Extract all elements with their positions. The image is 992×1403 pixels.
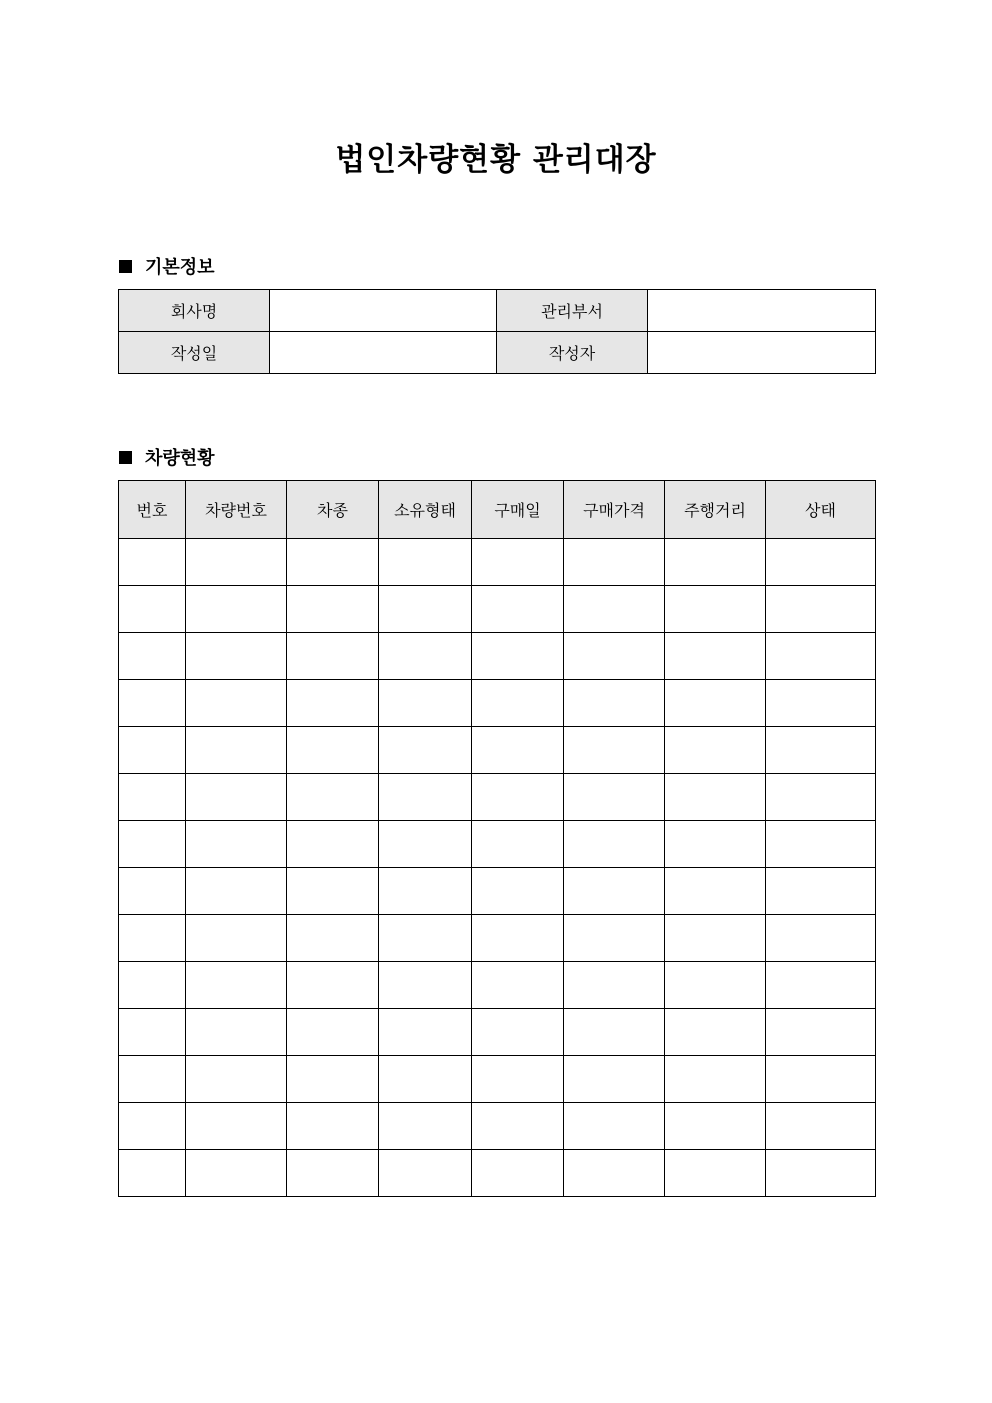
purchase-date-cell[interactable] (472, 1103, 564, 1150)
ownership-cell[interactable] (379, 1056, 472, 1103)
author-field[interactable] (648, 332, 876, 374)
mileage-cell[interactable] (665, 868, 766, 915)
model-cell[interactable] (287, 1009, 379, 1056)
table-row (119, 539, 876, 586)
mileage-cell[interactable] (665, 680, 766, 727)
ownership-cell[interactable] (379, 727, 472, 774)
plate-number-cell[interactable] (186, 774, 287, 821)
model-cell[interactable] (287, 868, 379, 915)
number-cell[interactable] (119, 727, 186, 774)
column-header-model: 차종 (287, 481, 379, 539)
section-heading-label: 기본정보 (145, 257, 215, 278)
plate-number-cell[interactable] (186, 727, 287, 774)
document-title: 법인차량현황 관리대장 (335, 142, 657, 178)
purchase-price-cell[interactable] (564, 1150, 665, 1197)
plate-number-cell[interactable] (186, 1150, 287, 1197)
purchase-price-cell[interactable] (564, 586, 665, 633)
model-cell[interactable] (287, 821, 379, 868)
table-row (119, 586, 876, 633)
ownership-cell[interactable] (379, 821, 472, 868)
mileage-cell[interactable] (665, 1103, 766, 1150)
ownership-cell[interactable] (379, 1103, 472, 1150)
column-header-purchase-price: 구매가격 (564, 481, 665, 539)
ownership-cell[interactable] (379, 680, 472, 727)
plate-number-cell[interactable] (186, 1103, 287, 1150)
status-cell[interactable] (766, 539, 876, 586)
table-row (119, 821, 876, 868)
number-cell[interactable] (119, 1056, 186, 1103)
ownership-cell[interactable] (379, 586, 472, 633)
status-cell[interactable] (766, 1009, 876, 1056)
column-header-number: 번호 (119, 481, 186, 539)
model-cell[interactable] (287, 633, 379, 680)
table-row (119, 1009, 876, 1056)
status-cell[interactable] (766, 774, 876, 821)
purchase-date-cell[interactable] (472, 1150, 564, 1197)
number-cell[interactable] (119, 915, 186, 962)
column-header-plate-number: 차량번호 (186, 481, 287, 539)
date-written-field[interactable] (270, 332, 497, 374)
mileage-cell[interactable] (665, 586, 766, 633)
purchase-price-cell[interactable] (564, 680, 665, 727)
purchase-date-cell[interactable] (472, 868, 564, 915)
plate-number-cell[interactable] (186, 915, 287, 962)
number-cell[interactable] (119, 1103, 186, 1150)
mileage-cell[interactable] (665, 1150, 766, 1197)
basic-info-table (118, 289, 876, 374)
model-cell[interactable] (287, 586, 379, 633)
table-row (119, 633, 876, 680)
model-cell[interactable] (287, 727, 379, 774)
column-header-mileage: 주행거리 (665, 481, 766, 539)
basic-info-row (119, 290, 876, 332)
table-row (119, 727, 876, 774)
table-row (119, 1103, 876, 1150)
purchase-price-cell[interactable] (564, 1056, 665, 1103)
section-heading-basic-info (119, 253, 215, 279)
number-cell[interactable] (119, 821, 186, 868)
status-cell[interactable] (766, 680, 876, 727)
plate-number-cell[interactable] (186, 633, 287, 680)
table-row (119, 868, 876, 915)
purchase-price-cell[interactable] (564, 821, 665, 868)
ownership-cell[interactable] (379, 633, 472, 680)
purchase-price-cell[interactable] (564, 915, 665, 962)
number-cell[interactable] (119, 586, 186, 633)
mileage-cell[interactable] (665, 539, 766, 586)
number-cell[interactable] (119, 868, 186, 915)
mileage-cell[interactable] (665, 915, 766, 962)
table-row (119, 1150, 876, 1197)
model-cell[interactable] (287, 1150, 379, 1197)
status-cell[interactable] (766, 962, 876, 1009)
purchase-date-cell[interactable] (472, 539, 564, 586)
status-cell[interactable] (766, 1056, 876, 1103)
plate-number-cell[interactable] (186, 1056, 287, 1103)
status-cell[interactable] (766, 915, 876, 962)
purchase-date-cell[interactable] (472, 586, 564, 633)
purchase-date-cell[interactable] (472, 962, 564, 1009)
author-label: 작성자 (497, 332, 648, 374)
table-row (119, 962, 876, 1009)
table-row (119, 774, 876, 821)
purchase-date-cell[interactable] (472, 821, 564, 868)
purchase-date-cell[interactable] (472, 727, 564, 774)
purchase-price-cell[interactable] (564, 868, 665, 915)
purchase-price-cell[interactable] (564, 962, 665, 1009)
vehicle-status-table (118, 480, 876, 1197)
model-cell[interactable] (287, 774, 379, 821)
ownership-cell[interactable] (379, 1009, 472, 1056)
purchase-date-cell[interactable] (472, 1056, 564, 1103)
purchase-date-cell[interactable] (472, 774, 564, 821)
section-heading-label: 차량현황 (145, 448, 215, 469)
plate-number-cell[interactable] (186, 1009, 287, 1056)
company-name-label: 회사명 (119, 290, 270, 332)
mileage-cell[interactable] (665, 1009, 766, 1056)
square-bullet-icon (119, 451, 132, 464)
mileage-cell[interactable] (665, 774, 766, 821)
department-field[interactable] (648, 290, 876, 332)
column-header-status: 상태 (766, 481, 876, 539)
number-cell[interactable] (119, 633, 186, 680)
status-cell[interactable] (766, 1150, 876, 1197)
plate-number-cell[interactable] (186, 539, 287, 586)
ownership-cell[interactable] (379, 868, 472, 915)
ownership-cell[interactable] (379, 962, 472, 1009)
table-row (119, 915, 876, 962)
company-name-field[interactable] (270, 290, 497, 332)
status-cell[interactable] (766, 821, 876, 868)
status-cell[interactable] (766, 586, 876, 633)
ownership-cell[interactable] (379, 915, 472, 962)
mileage-cell[interactable] (665, 727, 766, 774)
column-header-purchase-date: 구매일 (472, 481, 564, 539)
square-bullet-icon (119, 260, 132, 273)
model-cell[interactable] (287, 1103, 379, 1150)
number-cell[interactable] (119, 539, 186, 586)
plate-number-cell[interactable] (186, 962, 287, 1009)
plate-number-cell[interactable] (186, 868, 287, 915)
ownership-cell[interactable] (379, 539, 472, 586)
purchase-price-cell[interactable] (564, 727, 665, 774)
plate-number-cell[interactable] (186, 821, 287, 868)
number-cell[interactable] (119, 774, 186, 821)
date-written-label: 작성일 (119, 332, 270, 374)
model-cell[interactable] (287, 915, 379, 962)
plate-number-cell[interactable] (186, 586, 287, 633)
purchase-price-cell[interactable] (564, 774, 665, 821)
table-row (119, 1056, 876, 1103)
section-heading-vehicle-status (119, 444, 215, 470)
purchase-date-cell[interactable] (472, 633, 564, 680)
status-cell[interactable] (766, 727, 876, 774)
purchase-date-cell[interactable] (472, 1009, 564, 1056)
purchase-price-cell[interactable] (564, 539, 665, 586)
purchase-price-cell[interactable] (564, 1009, 665, 1056)
model-cell[interactable] (287, 680, 379, 727)
table-row (119, 680, 876, 727)
number-cell[interactable] (119, 1009, 186, 1056)
purchase-price-cell[interactable] (564, 1103, 665, 1150)
mileage-cell[interactable] (665, 821, 766, 868)
plate-number-cell[interactable] (186, 680, 287, 727)
purchase-date-cell[interactable] (472, 915, 564, 962)
ownership-cell[interactable] (379, 774, 472, 821)
status-cell[interactable] (766, 868, 876, 915)
number-cell[interactable] (119, 1150, 186, 1197)
model-cell[interactable] (287, 1056, 379, 1103)
status-cell[interactable] (766, 1103, 876, 1150)
model-cell[interactable] (287, 962, 379, 1009)
ownership-cell[interactable] (379, 1150, 472, 1197)
purchase-price-cell[interactable] (564, 633, 665, 680)
model-cell[interactable] (287, 539, 379, 586)
basic-info-row (119, 332, 876, 374)
mileage-cell[interactable] (665, 1056, 766, 1103)
table-header-row (119, 481, 876, 539)
number-cell[interactable] (119, 962, 186, 1009)
department-label: 관리부서 (497, 290, 648, 332)
mileage-cell[interactable] (665, 962, 766, 1009)
status-cell[interactable] (766, 633, 876, 680)
number-cell[interactable] (119, 680, 186, 727)
purchase-date-cell[interactable] (472, 680, 564, 727)
column-header-ownership: 소유형태 (379, 481, 472, 539)
mileage-cell[interactable] (665, 633, 766, 680)
vehicle-table-body (119, 539, 876, 1197)
